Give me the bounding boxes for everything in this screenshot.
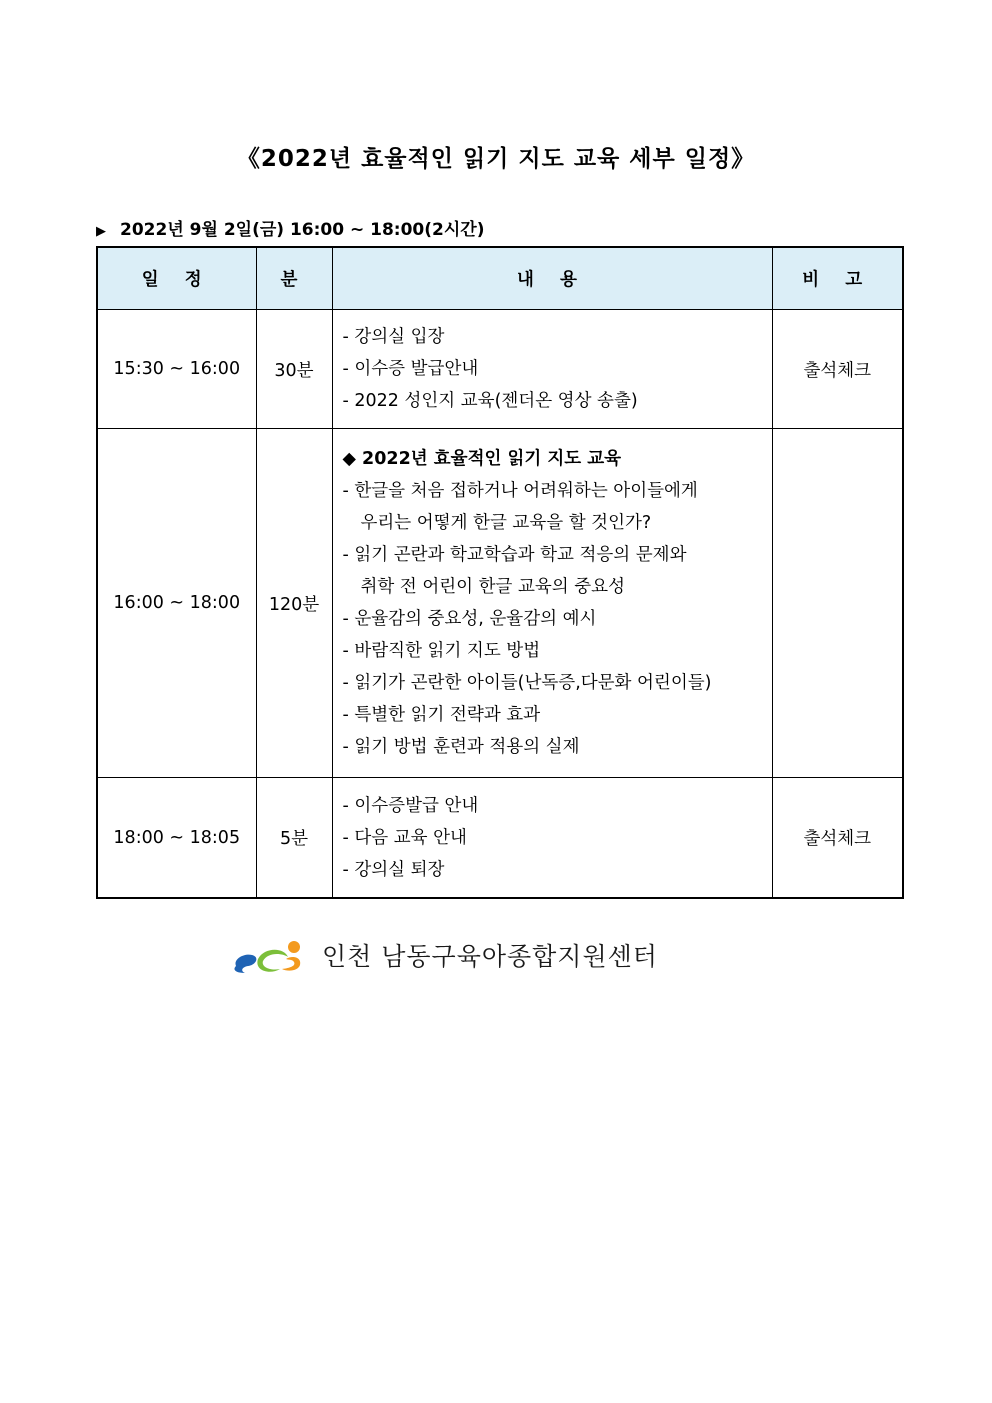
- content-line: - 강의실 입장: [342, 327, 445, 347]
- center-logo-icon: [230, 935, 310, 975]
- table-header-row: [97, 247, 903, 310]
- content-line: - 읽기 곤란과 학교학습과 학교 적응의 문제와: [342, 545, 687, 565]
- header-note: 비 고: [772, 247, 903, 310]
- content-line: - 운율감의 중요성, 운율감의 예시: [342, 609, 597, 629]
- content-line: - 2022 성인지 교육(젠더온 영상 송출): [342, 391, 638, 411]
- minutes-cell: 120분: [256, 429, 332, 778]
- content-cell: [332, 310, 772, 429]
- content-line: 취학 전 어린이 한글 교육의 중요성: [360, 577, 625, 597]
- content-line: - 읽기가 곤란한 아이들(난독증,다문화 어린이들): [342, 673, 712, 693]
- content-cell: [332, 778, 772, 899]
- time-cell: 16:00 ~ 18:00: [97, 429, 256, 778]
- minutes-cell: 30분: [256, 310, 332, 429]
- note-cell: 출석체크: [772, 310, 903, 429]
- note-cell: [772, 429, 903, 778]
- header-time: 일 정: [97, 247, 256, 310]
- content-line: 우리는 어떻게 한글 교육을 할 것인가?: [360, 513, 652, 533]
- time-cell: 18:00 ~ 18:05: [97, 778, 256, 899]
- schedule-date-text: 2022년 9월 2일(금) 16:00 ~ 18:00(2시간): [120, 220, 485, 240]
- logo-dot-orange: [288, 941, 300, 953]
- content-heading: ◆ 2022년 효율적인 읽기 지도 교육: [342, 449, 622, 469]
- logo-arc-orange: [282, 957, 300, 971]
- note-cell: 출석체크: [772, 778, 903, 899]
- header-content: 내 용: [332, 247, 772, 310]
- content-line: - 특별한 읽기 전략과 효과: [342, 705, 541, 725]
- organization-logo: [230, 935, 658, 975]
- content-line: - 읽기 방법 훈련과 적용의 실제: [342, 737, 580, 757]
- content-line: - 강의실 퇴장: [342, 859, 445, 880]
- logo-swoosh-blue: [234, 955, 256, 973]
- schedule-table: [96, 246, 904, 899]
- content-line: - 다음 교육 안내: [342, 827, 467, 848]
- page-title: 《2022년 효율적인 읽기 지도 교육 세부 일정》: [236, 146, 756, 172]
- minutes-cell: 5분: [256, 778, 332, 899]
- content-cell: [332, 429, 772, 778]
- content-line: - 이수증발급 안내: [342, 795, 479, 816]
- table-row: [97, 310, 903, 429]
- triangle-right-icon: ▶: [96, 224, 106, 239]
- logo-swoosh-green: [257, 950, 288, 972]
- organization-name: 인천 남동구육아종합지원센터: [322, 942, 658, 971]
- content-line: - 이수증 발급안내: [342, 359, 479, 379]
- header-minutes: 분: [256, 247, 332, 310]
- table-row: [97, 429, 903, 778]
- time-cell: 15:30 ~ 16:00: [97, 310, 256, 429]
- content-line: - 한글을 처음 접하거나 어려워하는 아이들에게: [342, 481, 698, 501]
- table-row: [97, 778, 903, 899]
- content-line: - 바람직한 읽기 지도 방법: [342, 641, 541, 661]
- schedule-date: [96, 215, 484, 240]
